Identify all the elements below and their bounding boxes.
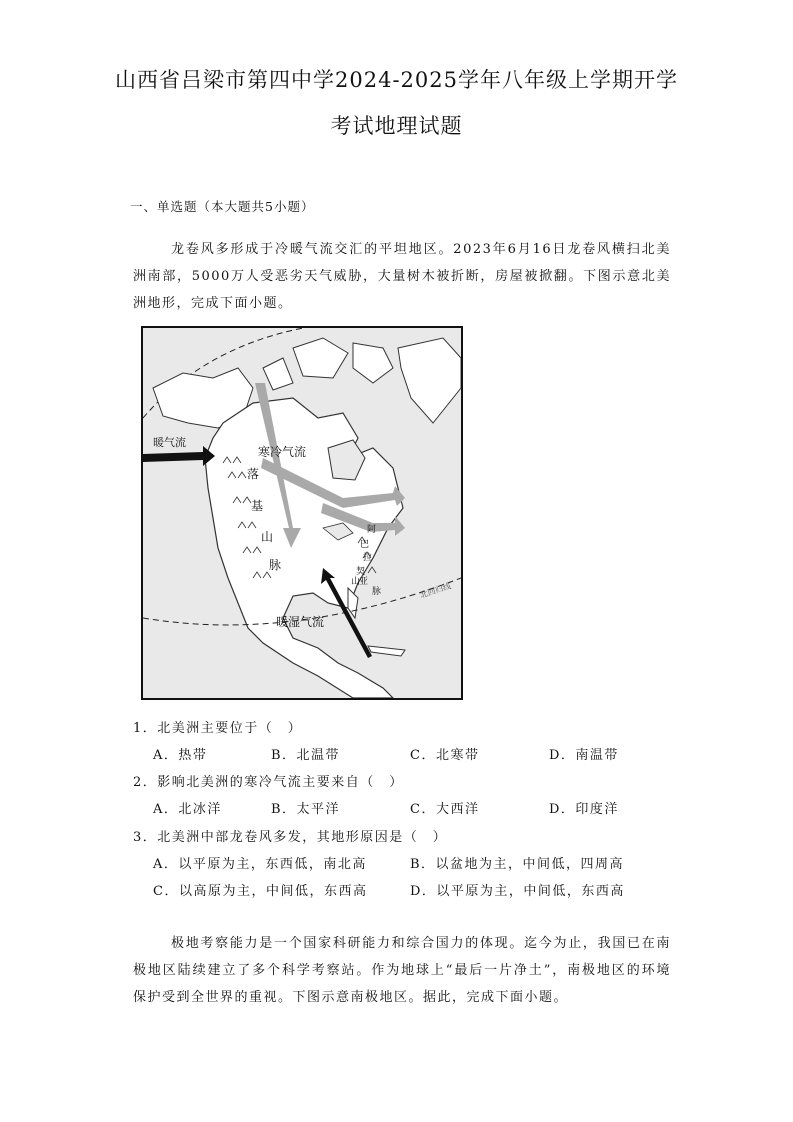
label-app-6: 山 [351, 577, 361, 587]
north-america-terrain-map [141, 326, 463, 700]
question-3-stem: 3．北美洲中部龙卷风多发，其地形原因是（ ） [133, 830, 448, 845]
question-2-option-b[interactable]: B．太平洋 [271, 802, 341, 817]
map-graphic [143, 328, 461, 698]
question-2-option-d[interactable]: D．印度洋 [549, 802, 619, 817]
question-1-option-a[interactable]: A．热带 [153, 748, 208, 763]
label-rocky-2: 基 [251, 499, 264, 513]
section-heading: 一、单选题（本大题共5小题） [130, 199, 315, 214]
question-1-option-c[interactable]: C．北寒带 [410, 748, 480, 763]
arctic-island-2 [353, 343, 393, 383]
question-2-option-c[interactable]: C．大西洋 [410, 802, 480, 817]
document-title-line1: 山西省吕梁市第四中学2024-2025学年八年级上学期开学 [115, 68, 678, 92]
label-app-5: 亚 [359, 577, 369, 587]
label-rocky-3: 山 [261, 530, 274, 544]
label-rocky-4: 脉 [269, 558, 282, 572]
label-app-2: 巴 [360, 540, 370, 550]
question-1-option-d[interactable]: D．南温带 [549, 748, 619, 763]
label-app-3: 拉 [363, 553, 373, 563]
label-app-7: 脉 [372, 587, 382, 597]
question-1-option-b[interactable]: B．北温带 [271, 748, 341, 763]
question-3-option-c[interactable]: C．以高原为主，中间低，东西高 [153, 884, 368, 899]
question-3-option-b[interactable]: B．以盆地为主，中间低，四周高 [410, 857, 625, 872]
question-2-stem: 2．影响北美洲的寒冷气流主要来自（ ） [133, 775, 404, 790]
label-tropic: 北回归线 [418, 581, 453, 600]
label-warm-current: 暖气流 [153, 436, 186, 449]
greenland-landmass [398, 338, 461, 423]
north-america-mainland [205, 398, 403, 698]
label-cold-current: 寒冷气流 [258, 445, 307, 459]
label-app-1: 阿 [367, 525, 377, 535]
question-3-option-d[interactable]: D．以平原为主，中间低，东西高 [410, 884, 625, 899]
cuba [368, 646, 405, 656]
question-2-option-a[interactable]: A．北冰洋 [153, 802, 222, 817]
passage-1: 龙卷风多形成于冷暖气流交汇的平坦地区。2023年6月16日龙卷风横扫北美洲南部，5000万人受恶劣天气威胁，大量树木被折断，房屋被掀翻。下图示意北美洲地形，完成下面小题。 [133, 242, 671, 311]
arctic-island-3 [263, 358, 293, 390]
document-title-line2: 考试地理试题 [330, 114, 463, 138]
arctic-island-1 [293, 338, 348, 378]
passage-2: 极地考察能力是一个国家科研能力和综合国力的体现。迄今为止，我国已在南极地区陆续建立了多个科学考察站。作为地球上“最后一片净土”，南极地区的环境保护受到全世界的重视。下图示意南极地区。据此，完成下面小题。 [133, 936, 671, 1005]
question-3-option-a[interactable]: A．以平原为主，东西低，南北高 [153, 857, 367, 872]
label-app-4: 契 [356, 567, 366, 577]
question-1-stem: 1．北美洲主要位于（ ） [133, 721, 303, 736]
florida [348, 588, 358, 618]
warm-current-arrow [143, 446, 215, 466]
label-rocky-1: 落 [247, 467, 260, 481]
label-warm-moist: 暖湿气流 [276, 615, 325, 629]
